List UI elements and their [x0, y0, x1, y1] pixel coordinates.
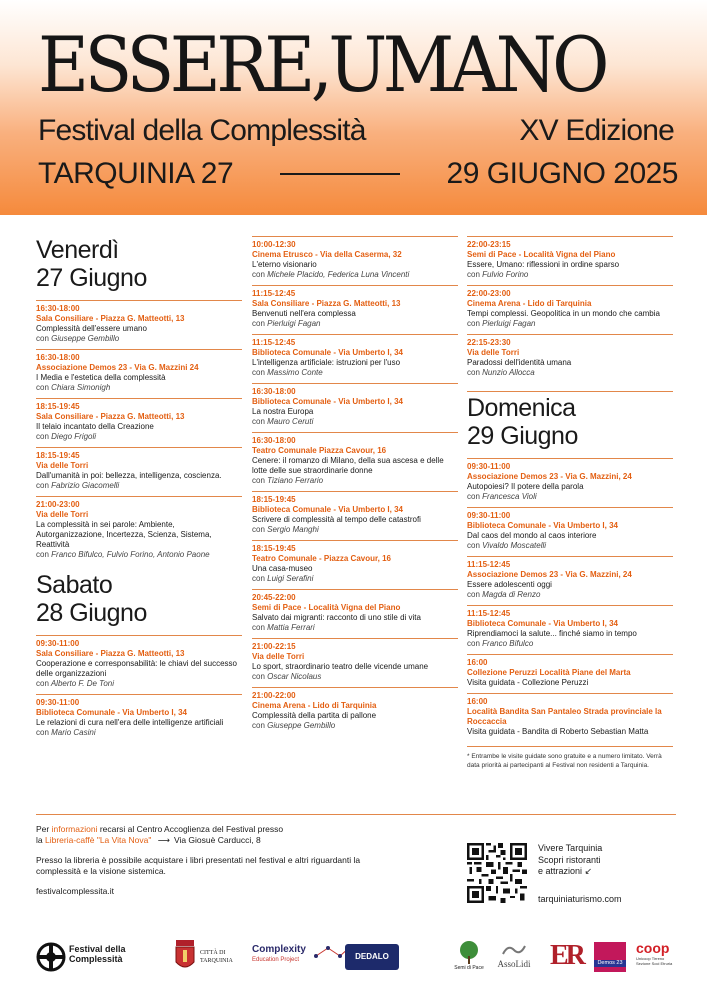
event-title: Visita guidata - Bandita di Roberto Sebastian Matta [467, 727, 649, 736]
tourism-link[interactable]: tarquiniaturismo.com [538, 894, 622, 904]
event-speaker: con Luigi Serafini [252, 574, 314, 583]
event-speaker: con Giuseppe Gembillo [252, 721, 336, 730]
event-item [467, 654, 673, 693]
sponsor-logos [0, 936, 707, 986]
date-range [38, 156, 678, 192]
wave-icon [502, 942, 526, 958]
event-location: Associazione Demos 23 - Via G. Mazzini, 24 [467, 570, 632, 579]
date-end: 29 GIUGNO 2025 [446, 157, 678, 190]
event-item [252, 236, 458, 285]
event-title: Tempi complessi. Geopolitica in un mondo che cambia [467, 309, 660, 318]
footnote: * Entrambe le visite guidate sono gratuite e a numero limitato. Verrà data priorità ai partecipanti al Festival non residenti a Tarquinia. [467, 746, 673, 770]
event-title: Complessità della partita di pallone [252, 711, 377, 720]
event-title: Benvenuti nell'era complessa [252, 309, 356, 318]
event-time: 16:00 [467, 658, 488, 667]
citta-logo [174, 940, 244, 974]
event-location: Via delle Torri [36, 510, 89, 519]
event-time: 16:30-18:00 [36, 353, 80, 362]
qr-code-icon[interactable] [467, 843, 527, 903]
complexity-logo: Complexity Education Project [252, 944, 342, 972]
header-banner [0, 0, 707, 215]
festival-mark-icon [36, 942, 66, 972]
event-item [36, 349, 242, 398]
event-location: Biblioteca Comunale - Via Umberto I, 34 [252, 505, 403, 514]
event-time: 22:00-23:15 [467, 240, 511, 249]
event-title: L'eterno visionario [252, 260, 317, 269]
dedalo-logo: DEDALO [345, 944, 399, 970]
event-location: Sala Consiliare - Piazza G. Matteotti, 13 [252, 299, 401, 308]
event-title: La complessità in sei parole: Ambiente, Autorganizzazione, Incertezza, Scienza, Sistema, Reattività [36, 520, 212, 549]
event-speaker: con Alberto F. De Toni [36, 679, 114, 688]
event-speaker: con Magda di Renzo [467, 590, 541, 599]
arrow-right-icon: ⟶ [157, 835, 170, 845]
event-title: Una casa-museo [252, 564, 313, 573]
day-heading: Sabato 28 Giugno [36, 571, 147, 627]
event-time: 09:30-11:00 [467, 462, 511, 471]
date-start: TARQUINIA 27 [38, 157, 234, 190]
event-speaker: con Fulvio Forino [467, 270, 529, 279]
day-heading-friday [36, 236, 242, 292]
event-item [467, 236, 673, 285]
event-location: Sala Consiliare - Piazza G. Matteotti, 13 [36, 314, 185, 323]
festival-subtitle: Festival della Complessità [38, 114, 366, 147]
event-speaker: con Tiziano Ferrario [252, 476, 324, 485]
event-item [36, 300, 242, 349]
event-location: Teatro Comunale Piazza Cavour, 16 [252, 446, 387, 455]
event-location: Biblioteca Comunale - Via Umberto I, 34 [467, 619, 618, 628]
event-time: 11:15-12:45 [252, 289, 296, 298]
demos-logo: Demos 23 [594, 942, 626, 972]
event-item [252, 285, 458, 334]
event-title: Il telaio incantato della Creazione [36, 422, 154, 431]
event-location: Collezione Peruzzi Località Piane del Marta [467, 668, 631, 677]
event-item [252, 432, 458, 491]
event-speaker: con Franco Bifulco, Fulvio Forino, Antonio Paone [36, 550, 210, 559]
event-title: Le relazioni di cura nell'era delle intelligenze artificiali [36, 718, 224, 727]
event-item [252, 540, 458, 589]
event-time: 16:30-18:00 [252, 436, 296, 445]
event-item [467, 693, 673, 742]
arrow-down-left-icon: ↙ [584, 866, 593, 876]
event-title: Paradossi dell'identità umana [467, 358, 572, 367]
event-time: 16:30-18:00 [36, 304, 80, 313]
event-time: 11:15-12:45 [467, 609, 511, 618]
event-title: L'intelligenza artificiale: istruzioni per l'uso [252, 358, 401, 367]
crest-icon [174, 940, 196, 972]
event-title: I Media e l'estetica della complessità [36, 373, 166, 382]
event-item [467, 458, 673, 507]
event-time: 09:30-11:00 [36, 698, 80, 707]
sunday-events [467, 458, 673, 742]
event-location: Biblioteca Comunale - Via Umberto I, 34 [36, 708, 187, 717]
tree-icon [456, 940, 482, 964]
event-location: Teatro Comunale - Piazza Cavour, 16 [252, 554, 392, 563]
event-title: Cooperazione e corresponsabilità: le chiavi del successo delle organizzazioni [36, 659, 237, 678]
event-location: Via delle Torri [36, 461, 89, 470]
event-title: Dal caos del mondo al caos interiore [467, 531, 597, 540]
event-title: Essere, Umano: riflessioni in ordine sparso [467, 260, 620, 269]
event-speaker: con Pierluigi Fagan [252, 319, 321, 328]
event-time: 11:15-12:45 [252, 338, 296, 347]
event-location: Semi di Pace - Località Vigna del Piano [467, 250, 616, 259]
event-item [467, 285, 673, 334]
event-title: Scrivere di complessità al tempo delle catastrofi [252, 515, 421, 524]
event-item [36, 398, 242, 447]
event-time: 18:15-19:45 [36, 451, 80, 460]
event-location: Via delle Torri [467, 348, 520, 357]
event-item [36, 496, 242, 565]
event-time: 21:00-22:15 [252, 642, 296, 651]
event-title: Salvato dai migranti: racconto di uno stile di vita [252, 613, 421, 622]
info-highlight: informazioni [51, 824, 98, 834]
friday-events [36, 300, 242, 565]
event-item [252, 589, 458, 638]
event-location: Associazione Demos 23 - Via G. Mazzini, 24 [467, 472, 632, 481]
event-location: Via delle Torri [252, 652, 305, 661]
event-speaker: con Chiara Simonigh [36, 383, 111, 392]
event-location: Sala Consiliare - Piazza G. Matteotti, 13 [36, 412, 185, 421]
citta-logo-text: CITTÀ DI TARQUINIA [200, 950, 233, 964]
event-title: Cenere: il romanzo di Milano, della sua ascesa e delle lotte delle sue straordinarie donne [252, 456, 444, 475]
venue-address: Via Giosuè Carducci, 8 [173, 835, 261, 845]
event-speaker: con Mattia Ferrari [252, 623, 315, 632]
event-time: 16:30-18:00 [252, 387, 296, 396]
event-location: Biblioteca Comunale - Via Umberto I, 34 [252, 348, 403, 357]
festival-subtitle-row [38, 114, 678, 148]
event-title: La nostra Europa [252, 407, 314, 416]
event-item [252, 334, 458, 383]
event-time: 11:15-12:45 [467, 560, 511, 569]
edition-label: XV Edizione [519, 114, 674, 147]
event-time: 10:00-12:30 [252, 240, 296, 249]
event-item [36, 694, 242, 743]
day-heading-saturday [36, 571, 242, 627]
event-time: 09:30-11:00 [36, 639, 80, 648]
event-location: Associazione Demos 23 - Via G. Mazzini 24 [36, 363, 199, 372]
program-column-2 [252, 236, 458, 736]
event-item [252, 687, 458, 736]
event-location: Cinema Arena - Lido di Tarquinia [467, 299, 592, 308]
day-heading: Venerdì 27 Giugno [36, 236, 147, 292]
event-location: Biblioteca Comunale - Via Umberto I, 34 [467, 521, 618, 530]
event-speaker: con Vivaldo Moscatelli [467, 541, 547, 550]
event-speaker: con Mario Casini [36, 728, 96, 737]
event-time: 09:30-11:00 [467, 511, 511, 520]
event-location: Sala Consiliare - Piazza G. Matteotti, 13 [36, 649, 185, 658]
event-title: Essere adolescenti oggi [467, 580, 552, 589]
event-time: 18:15-19:45 [252, 495, 296, 504]
event-item [467, 556, 673, 605]
event-speaker: con Massimo Conte [252, 368, 323, 377]
er-logo: ER [550, 940, 583, 971]
day-heading-sunday [467, 391, 673, 450]
bookshop-paragraph: Presso la libreria è possibile acquistare i libri presentati nel festival e altri riguardanti la complessità e la visione sistemica. [36, 855, 361, 876]
date-dash [280, 173, 400, 175]
venue-name: Libreria-caffè "La Vita Nova" [45, 835, 152, 845]
day-heading: Domenica 29 Giugno [467, 391, 673, 450]
festival-logo [36, 942, 126, 972]
info-block [36, 824, 396, 906]
website-link[interactable]: festivalcomplessita.it [36, 886, 114, 896]
program-column-1 [36, 236, 242, 743]
event-time: 18:15-19:45 [36, 402, 80, 411]
event-time: 22:15-23:30 [467, 338, 511, 347]
event-time: 18:15-19:45 [252, 544, 296, 553]
program-column-3 [467, 236, 673, 770]
event-speaker: con Diego Frigoli [36, 432, 97, 441]
event-title: Complessità dell'essere umano [36, 324, 147, 333]
event-location: Semi di Pace - Località Vigna del Piano [252, 603, 401, 612]
event-location: Cinema Arena - Lido di Tarquinia [252, 701, 377, 710]
event-time: 16:00 [467, 697, 488, 706]
event-title: Autopoiesi? Il potere della parola [467, 482, 584, 491]
event-speaker: con Michele Placido, Federica Luna Vincenti [252, 270, 410, 279]
event-location: Cinema Etrusco - Via della Caserma, 32 [252, 250, 402, 259]
event-title: Visita guidata - Collezione Peruzzi [467, 678, 589, 687]
event-speaker: con Mauro Ceruti [252, 417, 314, 426]
event-speaker: con Pierluigi Fagan [467, 319, 536, 328]
event-time: 21:00-22:00 [252, 691, 296, 700]
event-title: Lo sport, straordinario teatro delle vicende umane [252, 662, 429, 671]
event-item [467, 507, 673, 556]
event-speaker: con Franco Bifulco [467, 639, 534, 648]
event-speaker: con Fabrizio Giacomelli [36, 481, 120, 490]
event-location: Biblioteca Comunale - Via Umberto I, 34 [252, 397, 403, 406]
event-item [252, 383, 458, 432]
event-time: 20:45-22:00 [252, 593, 296, 602]
event-location: Località Bandita San Pantaleo Strada provinciale la Roccaccia [467, 707, 662, 726]
tourism-block: Vivere Tarquinia Scopri ristoranti e attrazioni ↙ [538, 843, 603, 876]
event-speaker: con Francesca Violi [467, 492, 537, 501]
divider [36, 814, 676, 815]
coop-logo: coop Unicoop Tirreno Sezione Soci Etruria [636, 940, 673, 966]
festival-logo-text: Festival della Complessità [69, 944, 126, 964]
festival-title: ESSERE,UMANO [38, 20, 605, 109]
event-time: 22:00-23:00 [467, 289, 511, 298]
event-item [252, 491, 458, 540]
event-title: Dall'umanità in poi: bellezza, intelligenza, coscienza. [36, 471, 222, 480]
assolidi-logo: AssoLidi [492, 942, 536, 972]
event-speaker: con Sergio Manghi [252, 525, 319, 534]
event-item [36, 635, 242, 694]
info-paragraph: Per informazioni recarsi al Centro Accoglienza del Festival presso la Libreria-caffè "La Vita Nova" ⟶ Via Giosuè Carducci, 8 [36, 824, 284, 845]
event-speaker: con Nunzio Allocca [467, 368, 535, 377]
event-item [467, 334, 673, 383]
event-item [36, 447, 242, 496]
event-item [467, 605, 673, 654]
saturday-events-col2 [252, 236, 458, 736]
event-speaker: con Oscar Nicolaus [252, 672, 322, 681]
event-speaker: con Giuseppe Gembillo [36, 334, 120, 343]
event-time: 21:00-23:00 [36, 500, 80, 509]
semi-di-pace-logo: Semi di Pace [454, 940, 484, 974]
event-title: Riprendiamoci la salute... finché siamo in tempo [467, 629, 637, 638]
saturday-events-col1 [36, 635, 242, 743]
saturday-events-col3 [467, 236, 673, 383]
event-item [252, 638, 458, 687]
